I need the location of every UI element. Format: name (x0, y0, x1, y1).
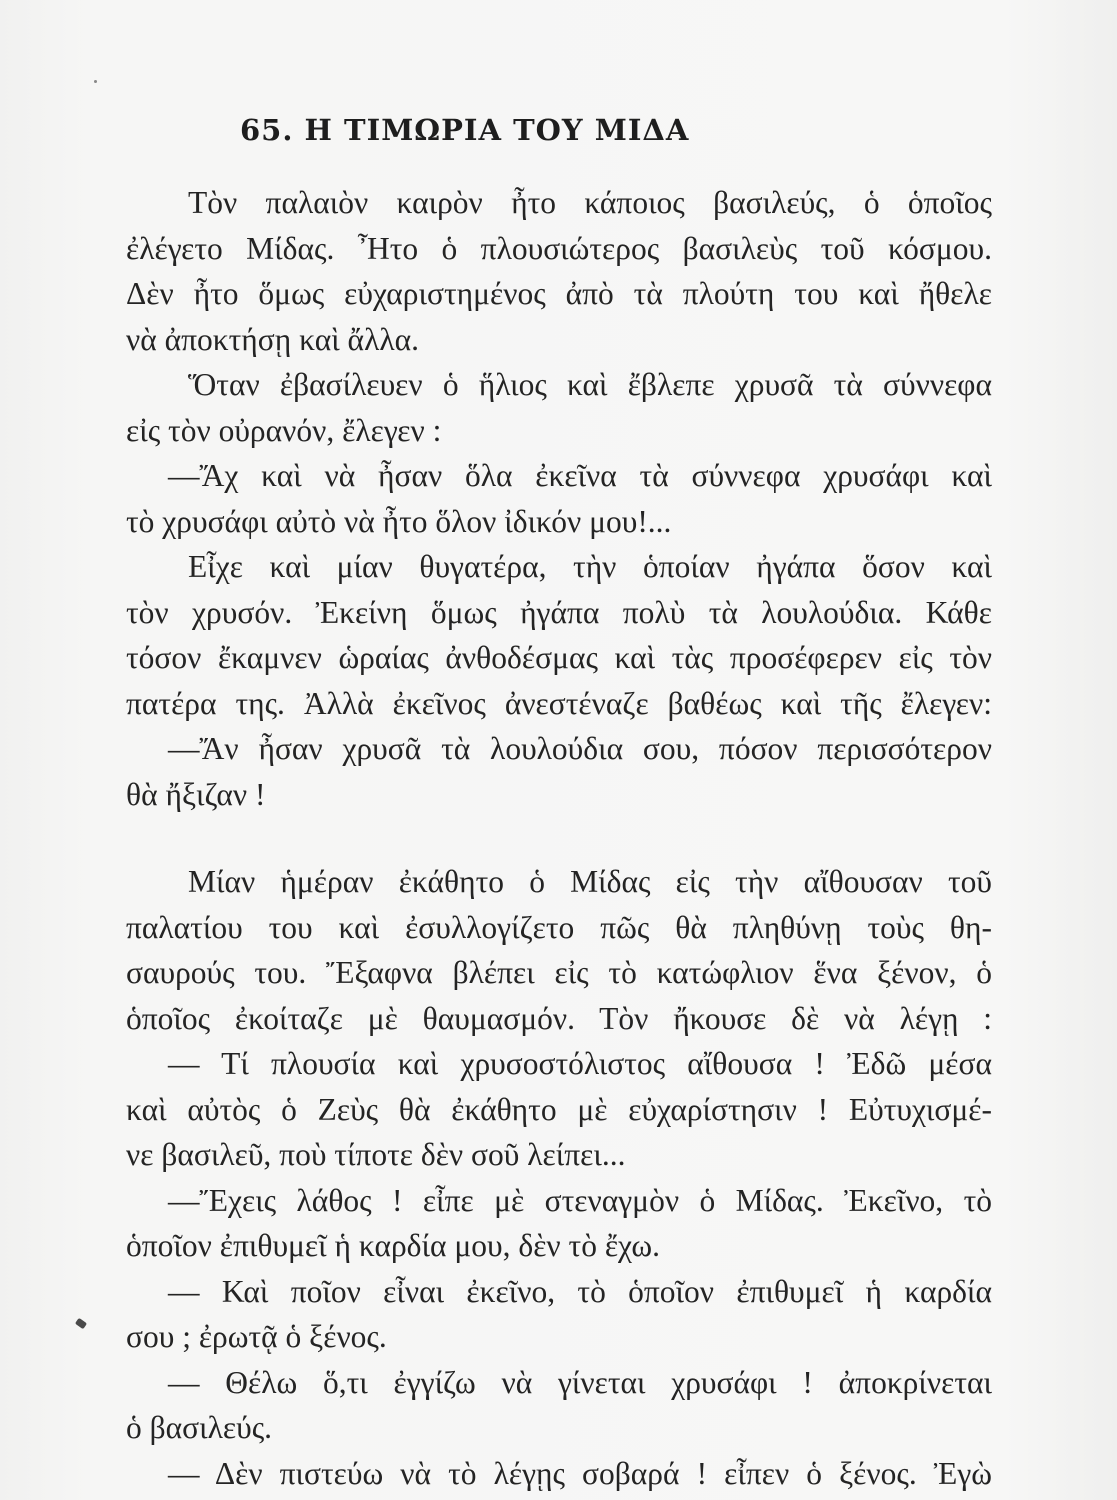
dialogue-line: — Θέλω ὅ,τι ἐγγίζω νὰ γίνεται χρυσάφι ! ἀποκρίνεται (168, 1364, 992, 1400)
dialogue-line: —Ἔχεις λάθος ! εἶπε μὲ στεναγμὸν ὁ Μίδας. Ἐκεῖνο, τὸ (168, 1182, 992, 1218)
text-line: τὸ χρυσάφι αὐτὸ νὰ ἦτο ὅλον ἰδικόν μου!... (126, 503, 672, 539)
text-line: καὶ αὐτὸς ὁ Ζεὺς θὰ ἐκάθητο μὲ εὐχαρίστησιν ! Εὐτυχισμέ- (126, 1091, 992, 1127)
chapter-title: 65. Η ΤΙΜΩΡΙΑ ΤΟΥ ΜΙΔΑ (240, 113, 690, 147)
text-line: παλατίου του καὶ ἐσυλλογίζετο πῶς θὰ πληθύνῃ τοὺς θη- (126, 909, 992, 945)
text-line: Ὅταν ἐβασίλευεν ὁ ἥλιος καὶ ἔβλεπε χρυσᾶ τὰ σύννεφα (188, 367, 992, 402)
dialogue-line: —Ἄχ καὶ νὰ ἦσαν ὅλα ἐκεῖνα τὰ σύννεφα χρυσάφι καὶ (168, 458, 992, 493)
text-line: νε βασιλεῦ, ποὺ τίποτε δὲν σοῦ λείπει... (126, 1137, 626, 1172)
text-line: Δὲν ἦτο ὅμως εὐχαριστημένος ἀπὸ τὰ πλούτη του καὶ ἤθελε (126, 276, 992, 311)
text-line: σου ; ἐρωτᾷ ὁ ξένος. (126, 1319, 387, 1354)
text-line: Εἶχε καὶ μίαν θυγατέρα, τὴν ὁποίαν ἠγάπα ὅσον καὶ (188, 549, 992, 584)
dialogue-line: — Δὲν πιστεύω νὰ τὸ λέγῃς σοβαρά ! εἶπεν ὁ ξένος. Ἐγὼ (168, 1455, 992, 1491)
text-line: ὁ βασιλεύς. (126, 1410, 273, 1445)
story-text (126, 180, 992, 1496)
text-line: τὸν χρυσόν. Ἐκείνη ὅμως ἠγάπα πολὺ τὰ λουλούδια. Κάθε (126, 594, 992, 630)
text-line: ὁποῖος ἐκοίταζε μὲ θαυμασμόν. Τὸν ἤκουσε δὲ νὰ λέγῃ : (126, 1000, 992, 1036)
text-line: νὰ ἀποκτήσῃ καὶ ἄλλα. (126, 321, 419, 357)
text-line: θὰ ἤξιζαν ! (126, 776, 266, 812)
text-line: ὁποῖον ἐπιθυμεῖ ἡ καρδία μου, δὲν τὸ ἔχω. (126, 1228, 660, 1263)
text-line: σαυρούς του. Ἔξαφνα βλέπει εἰς τὸ κατώφλιον ἕνα ξένον, ὁ (126, 955, 992, 990)
text-line: εἰς τὸν οὐρανόν, ἔλεγεν : (126, 412, 442, 448)
print-speck (94, 80, 97, 83)
text-line: πατέρα της. Ἀλλὰ ἐκεῖνος ἀνεστέναζε βαθέως καὶ τῆς ἔλεγεν: (126, 685, 992, 721)
dialogue-line: — Καὶ ποῖον εἶναι ἐκεῖνο, τὸ ὁποῖον ἐπιθυμεῖ ἡ καρδία (168, 1273, 992, 1309)
text-line: Μίαν ἡμέραν ἐκάθητο ὁ Μίδας εἰς τὴν αἴθουσαν τοῦ (188, 864, 992, 899)
dialogue-line: — Τί πλουσία καὶ χρυσοστόλιστος αἴθουσα ! Ἐδῶ μέσα (168, 1046, 992, 1081)
print-speck (75, 1318, 87, 1329)
text-line: τόσον ἔκαμνεν ὡραίας ἀνθοδέσμας καὶ τὰς προσέφερεν εἰς τὸν (126, 640, 992, 675)
text-line: ἐλέγετο Μίδας. Ἦτο ὁ πλουσιώτερος βασιλεὺς τοῦ κόσμου. (126, 230, 992, 266)
text-line: Τὸν παλαιὸν καιρὸν ἦτο κάποιος βασιλεύς, ὁ ὁποῖος (188, 185, 992, 220)
section-gap (126, 817, 992, 859)
dialogue-line: —Ἄν ἦσαν χρυσᾶ τὰ λουλούδια σου, πόσον περισσότερον (168, 731, 992, 766)
